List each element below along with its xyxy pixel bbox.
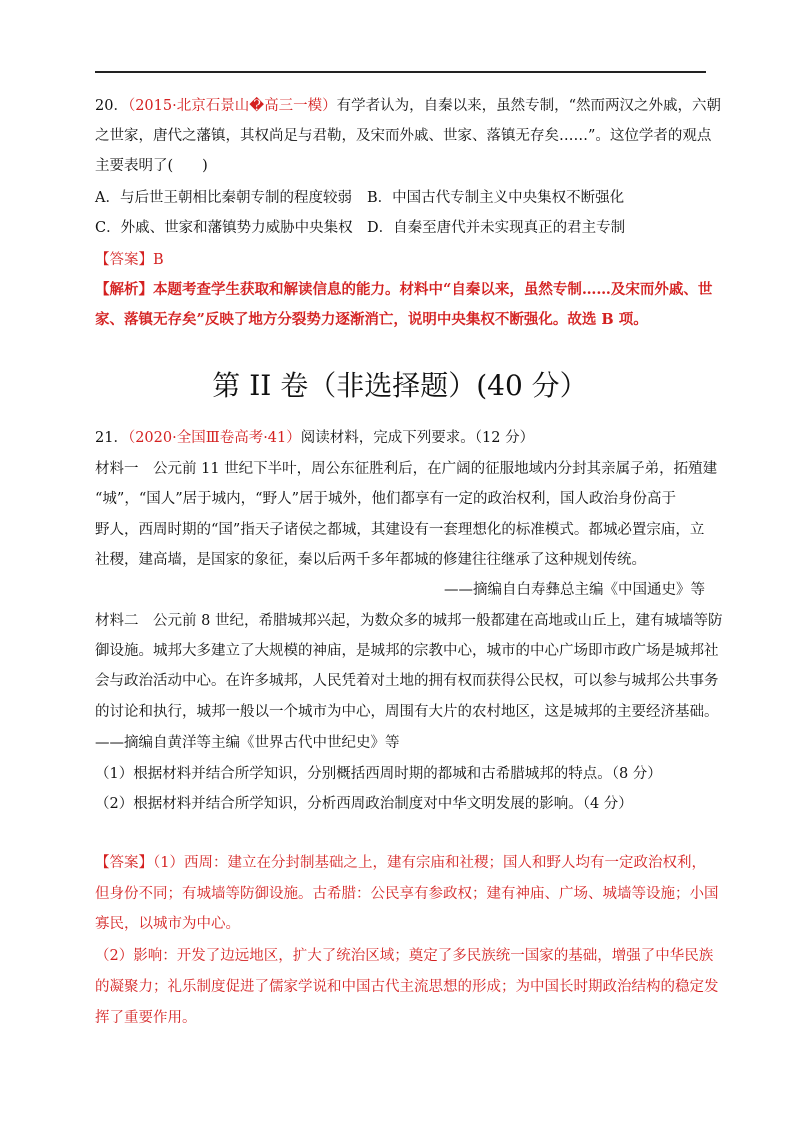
q21-answer-line4: （2）影响：开发了边远地区，扩大了统治区域；奠定了多民族统一国家的基础，增强了中华民族 [95,948,714,964]
q21-material2-line3: 会与政治活动中心。在许多城邦，人民凭着对土地的拥有权而获得公民权，可以参与城邦公共事务 [95,673,719,689]
q20-stem-line3: 主要表明了( ) [95,158,208,174]
q21-number: 21． [95,430,128,446]
q21-material1-line2: “城”，“国人”居于城内，“野人”居于城外，他们都享有一定的政治权利，国人政治身份高于 [95,491,676,507]
q21-answer-line1: 【答案】（1）西周：建立在分封制基础之上，建有宗庙和社稷；国人和野人均有一定政治权利， [95,855,706,871]
section-title: 第 II 卷（非选择题）(40 分） [212,369,588,402]
q20-option-a: A．与后世王朝相比秦朝专制的程度较弱 [95,190,352,206]
q20-stem-line2: 之世家，唐代之藩镇，其权尚足与君勒，及宋而外戚、世家、落镇无存矣……”。这位学者的观点 [95,128,712,144]
q20-stem-line1 [95,96,721,116]
q21-material1-line1: 材料一 公元前 11 世纪下半叶，周公东征胜利后，在广阔的征服地域内分封其亲属子弟，拓殖建 [95,461,718,477]
q21-answer-line2: 但身份不同；有城墙等防御设施。古希腊：公民享有参政权；建有神庙、广场、城墙等设施；小国 [95,886,719,902]
q21-answer-line5: 的凝聚力；礼乐制度促进了儒家学说和中国古代主流思想的形成；为中国长时期政治结构的稳定发 [95,979,719,995]
q20-source: （2015·北京石景山�高三一模） [127,98,337,114]
q20-option-b: B．中国古代专制主义中央集权不断强化 [367,190,625,206]
q21-material2-line1: 材料二 公元前 8 世纪，希腊城邦兴起，为数众多的城邦一般都建在高地或山丘上，建有城墙等防 [95,613,723,629]
q21-sub2: （2）根据材料并结合所学知识，分析西周政治制度对中华文明发展的影响。（4 分） [95,796,633,812]
q21-material2-line4: 的讨论和执行，城邦一般以一个城市为中心，周围有大片的农村地区，这是城邦的主要经济基础。 [95,704,719,720]
q21-material1-line4: 社稷，建高墙，是国家的象征，秦以后两千多年都城的修建往往继承了这种规划传统。 [95,552,646,568]
q21-answer-line6: 挥了重要作用。 [95,1010,197,1026]
q21-sub1: （1）根据材料并结合所学知识，分别概括西周时期的都城和古希腊城邦的特点。（8 分） [95,766,662,782]
q21-stem-text: 阅读材料，完成下列要求。（12 分） [300,430,535,446]
q21-source: （2020·全国Ⅲ卷高考·41） [127,430,301,446]
q20-answer: 【答案】B [95,252,164,268]
q21-material1-source: ——摘编自白寿彝总主编《中国通史》等 [444,582,705,598]
q21-material2-source: ——摘编自黄洋等主编《世界古代中世纪史》等 [95,735,400,751]
q20-number: 20． [95,98,128,114]
q21-material2-line2: 御设施。城邦大多建立了大规模的神庙，是城邦的宗教中心，城市的中心广场即市政广场是城邦社 [95,643,719,659]
q20-option-c: C．外戚、世家和藩镇势力威胁中央集权 [95,220,353,236]
q21-material1-line3: 野人，西周时期的“国”指天子诸侯之都城，其建设有一套理想化的标准模式。都城必置宗庙，立 [95,522,705,538]
header-rule [95,71,706,73]
q20-option-d: D．自秦至唐代并未实现真正的君主专制 [367,220,626,236]
q21-stem [95,428,534,448]
q21-answer-line3: 寡民，以城市为中心。 [95,916,240,932]
q20-analysis-line2: 家、落镇无存矣”反映了地方分裂势力逐渐消亡，说明中央集权不断强化。故选 B 项。 [95,311,648,328]
q20-stem-text1: 有学者认为，自秦以来，虽然专制，“然而两汉之外戚，六朝 [336,98,722,114]
q20-analysis-line1: 【解析】本题考查学生获取和解读信息的能力。材料中“自秦以来，虽然专制……及宋而外戚、世 [95,281,713,298]
